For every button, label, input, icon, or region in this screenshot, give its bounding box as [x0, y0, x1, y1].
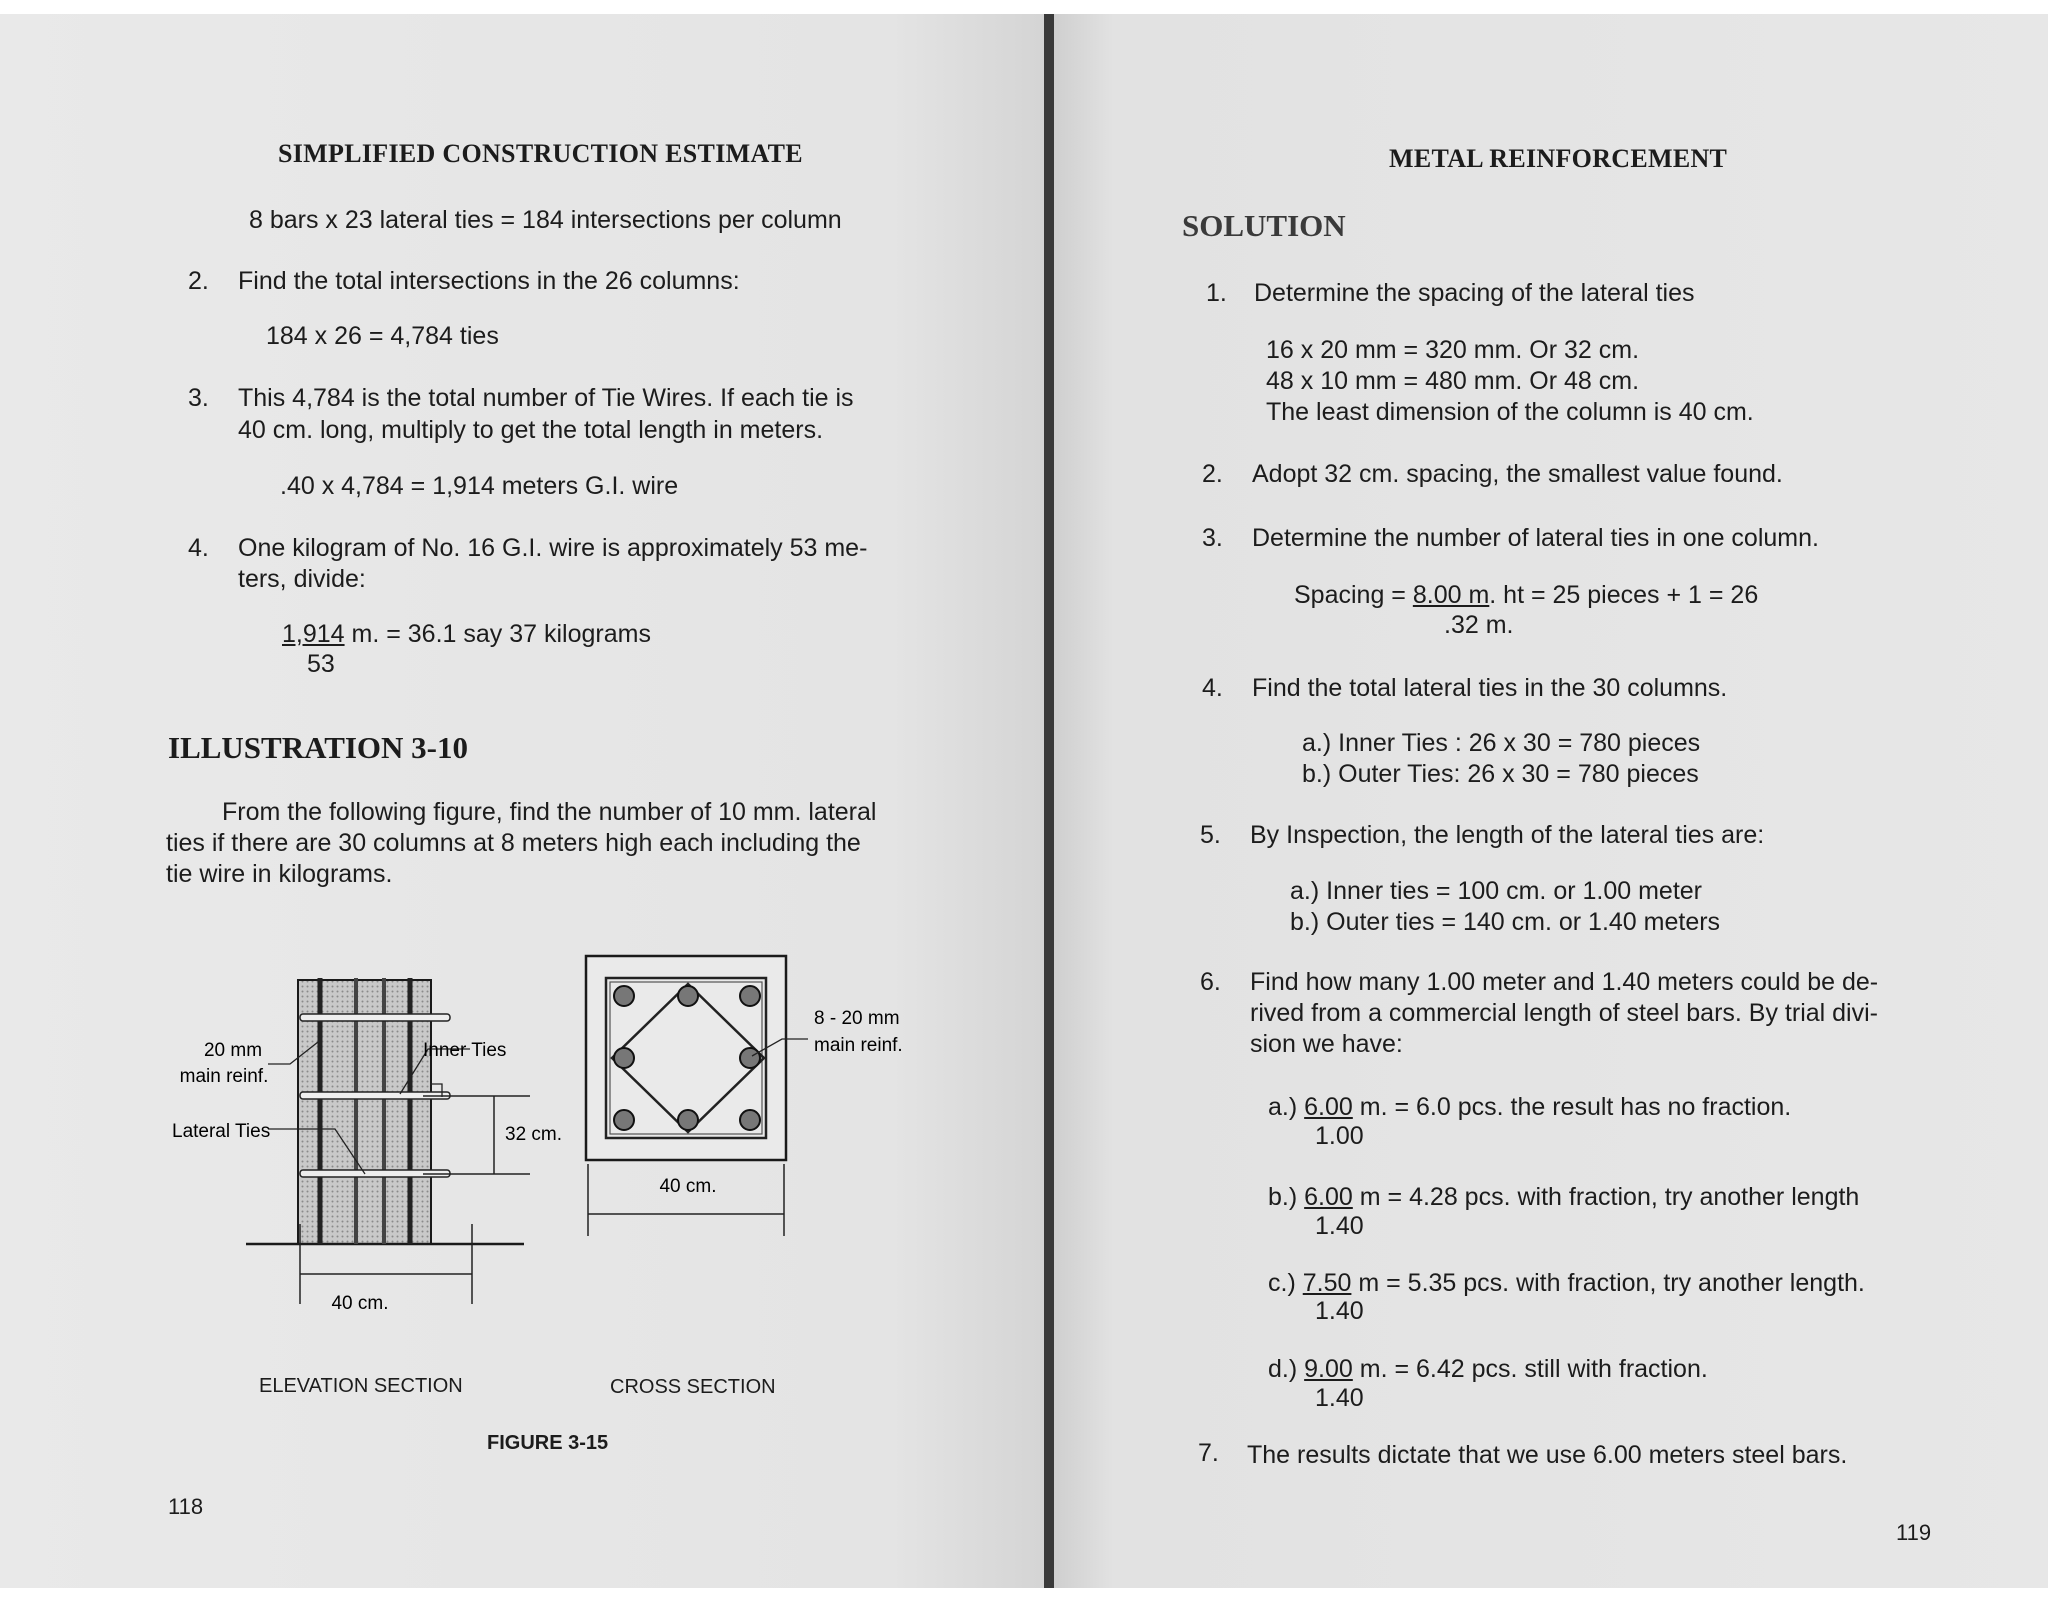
solution-5-text: By Inspection, the length of the lateral ties are:	[1250, 821, 1765, 849]
step-3-line2: 40 cm. long, multiply to get the total length in meters.	[238, 416, 824, 444]
step-3-line1: This 4,784 is the total number of Tie Wires. If each tie is	[238, 384, 854, 412]
trial-b-numerator: 6.00	[1304, 1183, 1353, 1211]
spacing-denominator: .32 m.	[1444, 611, 1514, 639]
solution-6-line2: rived from a commercial length of steel bars. By trial divi-	[1250, 999, 1878, 1027]
left-page-number: 118	[168, 1494, 204, 1519]
label-40cm-elevation: 40 cm.	[331, 1293, 389, 1314]
solution-4-outer-ties: b.) Outer Ties: 26 x 30 = 780 pieces	[1302, 760, 1699, 788]
left-page	[0, 14, 1048, 1588]
solution-7-number: 7.	[1198, 1439, 1219, 1467]
step-2-number: 2.	[188, 267, 209, 295]
solution-6-line1: Find how many 1.00 meter and 1.40 meters could be de-	[1250, 968, 1879, 996]
solution-4-text: Find the total lateral ties in the 30 columns.	[1252, 674, 1728, 702]
solution-5-inner-ties: a.) Inner ties = 100 cm. or 1.00 meter	[1290, 877, 1702, 905]
illustration-title: ILLUSTRATION 3-10	[168, 730, 469, 765]
solution-3-spacing-line	[1294, 580, 1758, 611]
figure-number: FIGURE 3-15	[487, 1432, 609, 1454]
trial-division-b	[1268, 1182, 1859, 1213]
spacing-label: Spacing =	[1294, 581, 1413, 609]
caption-cross-section: CROSS SECTION	[610, 1376, 776, 1398]
solution-2-text: Adopt 32 cm. spacing, the smallest value found.	[1252, 460, 1783, 488]
trial-a-result: m. = 6.0 pcs. the result has no fraction.	[1352, 1093, 1792, 1121]
step-4-result: m. = 36.1 say 37 kilograms	[344, 620, 651, 648]
step-4-line1: One kilogram of No. 16 G.I. wire is approximately 53 me-	[238, 534, 868, 562]
figure-3-15	[160, 934, 920, 1354]
solution-2-number: 2.	[1202, 460, 1223, 488]
trial-b-result: m = 4.28 pcs. with fraction, try another length	[1352, 1183, 1860, 1211]
step-2-calc: 184 x 26 = 4,784 ties	[266, 322, 499, 350]
label-32cm: 32 cm.	[505, 1124, 563, 1145]
solution-6-line3: sion we have:	[1250, 1030, 1403, 1058]
step-2-text: Find the total intersections in the 26 columns:	[238, 267, 740, 295]
problem-line3: tie wire in kilograms.	[166, 860, 393, 888]
spacing-result: . ht = 25 pieces + 1 = 26	[1489, 581, 1759, 609]
book-spread	[0, 14, 2048, 1588]
trial-division-d	[1268, 1354, 1708, 1385]
solution-1-calc3: The least dimension of the column is 40 cm.	[1266, 398, 1754, 426]
solution-1-calc1: 16 x 20 mm = 320 mm. Or 32 cm.	[1266, 336, 1640, 364]
trial-c-label: c.)	[1268, 1269, 1296, 1297]
right-running-header: METAL REINFORCEMENT	[1389, 144, 1728, 173]
solution-5-number: 5.	[1200, 821, 1221, 849]
step-4-fraction-line	[282, 619, 651, 650]
solution-1-text: Determine the spacing of the lateral ties	[1254, 279, 1695, 307]
solution-4-number: 4.	[1202, 674, 1223, 702]
solution-7-text: The results dictate that we use 6.00 meters steel bars.	[1247, 1441, 1848, 1469]
step-3-calc: .40 x 4,784 = 1,914 meters G.I. wire	[280, 472, 679, 500]
step-4-numerator: 1,914	[282, 620, 345, 648]
label-20mm-line2: main reinf.	[179, 1066, 269, 1087]
trial-d-numerator: 9.00	[1304, 1355, 1353, 1383]
solution-title: SOLUTION	[1182, 208, 1346, 243]
problem-line2: ties if there are 30 columns at 8 meters high each including the	[166, 829, 861, 857]
step-4-number: 4.	[188, 534, 209, 562]
spacing-numerator: 8.00 m	[1412, 581, 1490, 609]
label-40cm-cross: 40 cm.	[659, 1176, 717, 1197]
trial-b-label: b.)	[1268, 1183, 1298, 1211]
trial-d-result: m. = 6.42 pcs. still with fraction.	[1352, 1355, 1708, 1383]
label-8-20mm-line2: main reinf.	[814, 1035, 903, 1056]
right-page	[1054, 14, 2048, 1588]
elevation-section-drawing	[246, 978, 530, 1304]
trial-division-a	[1268, 1092, 1791, 1123]
trial-division-c	[1268, 1268, 1865, 1299]
label-inner-ties: Inner Ties	[423, 1040, 507, 1061]
trial-d-denominator: 1.40	[1315, 1384, 1364, 1412]
solution-1-number: 1.	[1206, 279, 1227, 307]
trial-a-denominator: 1.00	[1315, 1122, 1364, 1150]
problem-line1: From the following figure, find the number of 10 mm. lateral	[222, 798, 877, 826]
solution-3-number: 3.	[1202, 524, 1223, 552]
trial-a-numerator: 6.00	[1304, 1093, 1353, 1121]
step-4-denominator: 53	[307, 650, 335, 678]
left-running-header: SIMPLIFIED CONSTRUCTION ESTIMATE	[278, 139, 803, 168]
step-3-number: 3.	[188, 384, 209, 412]
label-20mm-line1: 20 mm	[203, 1040, 263, 1061]
label-lateral-ties: Lateral Ties	[172, 1121, 271, 1142]
solution-1-calc2: 48 x 10 mm = 480 mm. Or 48 cm.	[1266, 367, 1640, 395]
caption-elevation-section-text: ELEVATION SECTION	[259, 1375, 463, 1397]
trial-d-label: d.)	[1268, 1355, 1298, 1383]
trial-c-numerator: 7.50	[1302, 1269, 1352, 1297]
trial-c-result: m = 5.35 pcs. with fraction, try another length.	[1351, 1269, 1865, 1297]
label-8-20mm-line1: 8 - 20 mm	[814, 1008, 900, 1029]
trial-a-label: a.)	[1268, 1093, 1298, 1121]
intersections-calc: 8 bars x 23 lateral ties = 184 intersections per column	[249, 206, 842, 234]
solution-6-number: 6.	[1200, 968, 1221, 996]
right-page-number: 119	[1896, 1520, 1932, 1545]
trial-b-denominator: 1.40	[1315, 1212, 1364, 1240]
solution-5-outer-ties: b.) Outer ties = 140 cm. or 1.40 meters	[1290, 908, 1721, 936]
book-gutter	[1044, 14, 1054, 1588]
solution-3-text: Determine the number of lateral ties in one column.	[1252, 524, 1819, 552]
trial-c-denominator: 1.40	[1315, 1297, 1364, 1325]
solution-4-inner-ties: a.) Inner Ties : 26 x 30 = 780 pieces	[1302, 729, 1701, 757]
step-4-line2: ters, divide:	[238, 565, 366, 593]
